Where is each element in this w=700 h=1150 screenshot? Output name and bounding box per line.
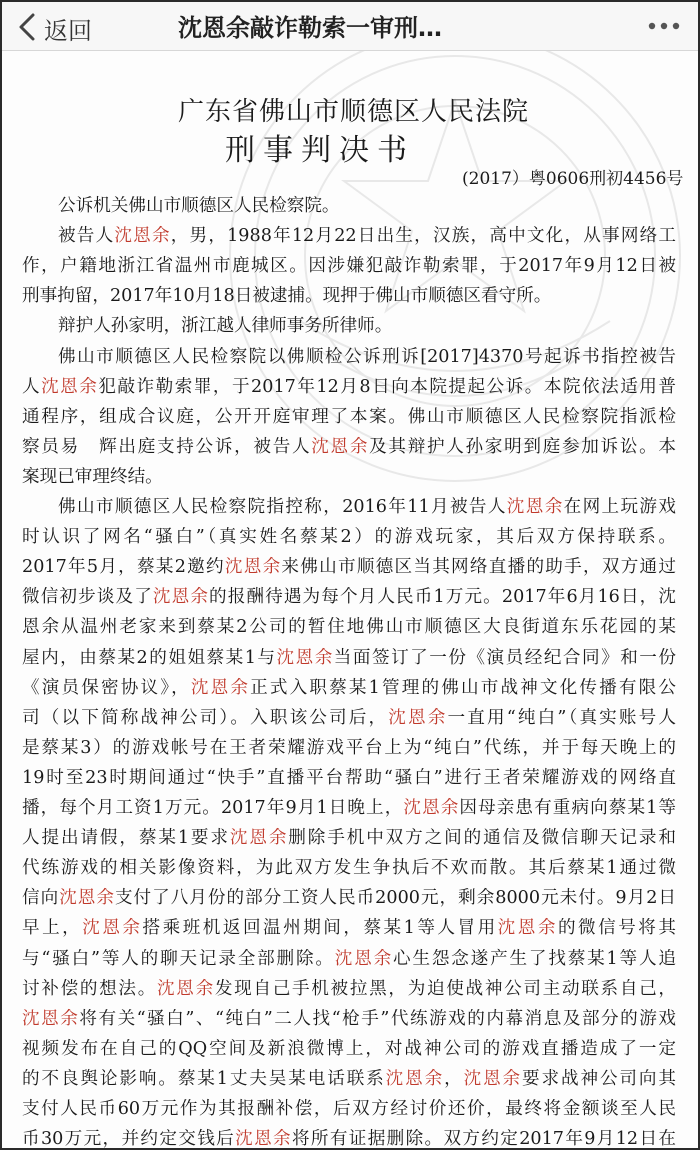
document-line: 《演员保密协议》，沈恩余正式入职蔡某1管理的佛山市战神文化传播有限公 xyxy=(22,677,676,698)
document-line: 察员易 辉出庭支持公诉，被告人沈恩余及其辩护人孙家明到庭参加诉讼。本 xyxy=(22,436,676,457)
defendant-name-highlight: 沈恩余 xyxy=(497,918,558,939)
defendant-name-highlight: 沈恩余 xyxy=(157,978,215,999)
document-line: 恩余从温州老家来到蔡某2公司的暂住地佛山市顺德区大良街道东乐花园的某 xyxy=(22,617,676,638)
defendant-name-highlight: 沈恩余 xyxy=(276,647,334,668)
document-line: 司（以下简称战神公司）。入职该公司后，沈恩余一直用“纯白”（真实账号人 xyxy=(22,707,676,728)
document-line: 微信初步谈及了沈恩余的报酬待遇为每个月人民币1万元。2017年6月16日，沈 xyxy=(22,587,676,608)
defendant-name-highlight: 沈恩余 xyxy=(385,1068,445,1089)
document-line: 案现已审理终结。 xyxy=(22,466,163,487)
defendant-name-highlight: 沈恩余 xyxy=(229,828,289,849)
document-line: 人提出请假，蔡某1要求沈恩余删除手机中双方之间的通信及微信聊天记录和 xyxy=(22,828,676,849)
defendant-name-highlight: 沈恩余 xyxy=(334,948,394,969)
document-line: 公诉机关佛山市顺德区人民检察院。 xyxy=(58,196,340,216)
defendant-name-highlight: 沈恩余 xyxy=(463,1068,523,1089)
document-line: 屋内，由蔡某2的姐姐蔡某1与沈恩余当面签订了一份《演员经纪合同》和一份 xyxy=(22,647,676,668)
defendant-name-highlight: 沈恩余 xyxy=(41,376,99,397)
chevron-left-icon xyxy=(16,13,40,41)
defendant-name-highlight: 沈恩余 xyxy=(59,888,115,909)
judgment-document xyxy=(2,51,698,1148)
document-line: 通程序，组成合议庭，公开开庭审理了本案。佛山市顺德区人民检察院指派检 xyxy=(22,406,676,427)
defendant-name-highlight: 沈恩余 xyxy=(311,436,370,457)
document-line: 早上，沈恩余搭乘班机返回温州期间，蔡某1等人冒用沈恩余的微信号将其 xyxy=(22,918,676,939)
defendant-name-highlight: 沈恩余 xyxy=(224,557,282,578)
document-line: 佛山市顺德区人民检察院指控称，2016年11月被告人沈恩余在网上玩游戏 xyxy=(58,497,676,517)
document-line: 被告人沈恩余，男，1988年12月22日出生，汉族，高中文化，从事网络工 xyxy=(58,226,676,247)
document-line: 播，每个月工资1万元。2017年9月1日晚上，沈恩余因母亲患有重病向蔡某1等 xyxy=(22,798,676,818)
defendant-name-highlight: 沈恩余 xyxy=(114,226,171,247)
document-line: 是蔡某3）的游戏帐号在王者荣耀游戏平台上为“纯白”代练，并于每天晚上的 xyxy=(22,737,676,758)
page-title: 沈恩余敲诈勒索一审刑… xyxy=(178,14,442,42)
document-line: 代练游戏的相关影像资料，为此双方发生争执后不欢而散。其后蔡某1通过微 xyxy=(22,858,676,879)
document-line: 2017年5月，蔡某2邀约沈恩余来佛山市顺德区当其网络直播的助手，双方通过 xyxy=(22,557,676,578)
defendant-name-highlight: 沈恩余 xyxy=(403,798,460,818)
document-line: 人沈恩余犯敲诈勒索罪，于2017年12月8日向本院提起公诉。本院依法适用普 xyxy=(22,376,676,397)
document-line: 视频发布在自己的QQ空间及新浪微博上，对战神公司的游戏直播造成了一定 xyxy=(22,1038,676,1059)
document-line: 信向沈恩余支付了八月份的部分工资人民币2000元，剩余8000元未付。9月2日 xyxy=(22,888,676,909)
defendant-name-highlight: 沈恩余 xyxy=(22,1008,80,1029)
navigation-bar xyxy=(2,2,698,51)
back-label: 返回 xyxy=(44,17,92,45)
case-number: (2017）粤0606刑初4456号 xyxy=(462,169,684,189)
defendant-name-highlight: 沈恩余 xyxy=(152,587,210,608)
document-line: 沈恩余将有关“骚白”、“纯白”二人找“枪手”代练游戏的内幕消息及部分的游戏 xyxy=(22,1008,676,1029)
defendant-name-highlight: 沈恩余 xyxy=(235,1129,292,1148)
defendant-name-highlight: 沈恩余 xyxy=(506,497,564,517)
defendant-name-highlight: 沈恩余 xyxy=(82,918,143,939)
more-dots-icon[interactable] xyxy=(644,10,684,42)
document-line: 支付人民币60万元作为其报酬补偿，后双方经讨价还价，最终将金额谈至人民 xyxy=(22,1099,676,1119)
document-line: 刑事拘留，2017年10月18日被逮捕。现押于佛山市顺德区看守所。 xyxy=(22,286,552,307)
document-line: 的不良舆论影响。蔡某1丈夫吴某电话联系沈恩余，沈恩余要求战神公司向其 xyxy=(22,1068,676,1089)
court-name: 广东省佛山市顺德区人民法院 xyxy=(178,97,530,127)
document-line: 作，户籍地浙江省温州市鹿城区。因涉嫌犯敲诈勒索罪，于2017年9月12日被 xyxy=(22,256,676,277)
document-line: 与“骚白”等人的聊天记录全部删除。沈恩余心生怨念遂产生了找蔡某1等人追 xyxy=(22,948,676,969)
document-line: 辩护人孙家明，浙江越人律师事务所律师。 xyxy=(58,316,393,337)
document-line: 时认识了网名“骚白”（真实姓名蔡某2）的游戏玩家，其后双方保持联系。 xyxy=(22,527,676,548)
document-line: 佛山市顺德区人民检察院以佛顺检公诉刑诉[2017]4370号起诉书指控被告 xyxy=(58,346,676,367)
document-line: 讨补偿的想法。沈恩余发现自己手机被拉黑，为迫使战神公司主动联系自己， xyxy=(22,978,676,999)
document-type: 刑事判决书 xyxy=(225,133,415,168)
defendant-name-highlight: 沈恩余 xyxy=(388,707,448,728)
document-line: 19时至23时期间通过“快手”直播平台帮助“骚白”进行王者荣耀游戏的网络直 xyxy=(22,767,676,788)
document-line: 币30万元，并约定交钱后沈恩余将所有证据删除。双方约定2017年9月12日在 xyxy=(22,1129,677,1148)
defendant-name-highlight: 沈恩余 xyxy=(190,677,251,698)
